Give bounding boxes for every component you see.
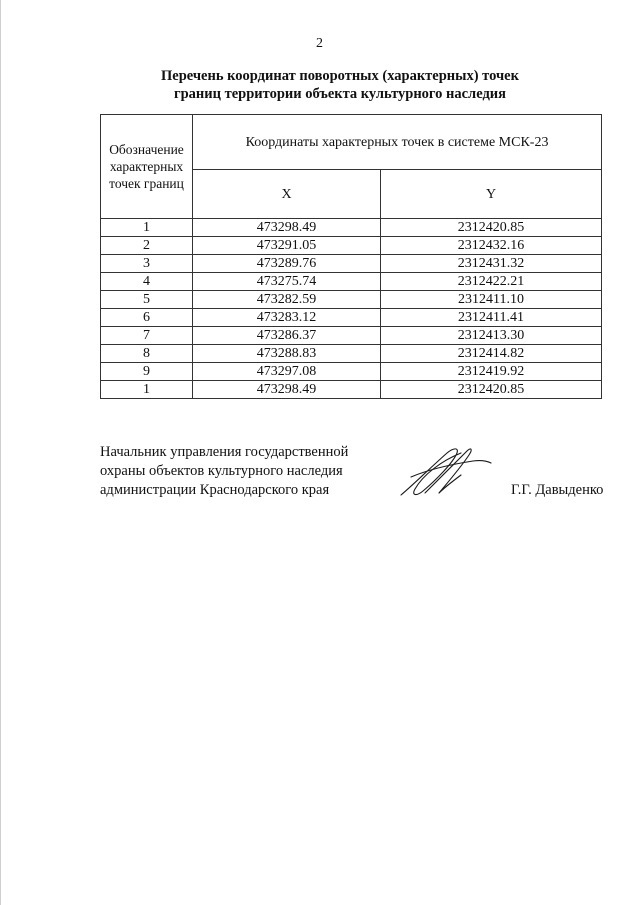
signatory-name: Г.Г. Давыденко: [511, 482, 604, 498]
x-coordinate-cell: 473286.37: [193, 327, 381, 345]
y-coordinate-cell: 2312414.82: [381, 345, 602, 363]
x-coordinate-cell: 473289.76: [193, 255, 381, 273]
point-number-cell: 2: [101, 237, 193, 255]
signatory-position-line-3: администрации Краснодарского края: [100, 482, 330, 498]
y-coordinate-cell: 2312411.41: [381, 309, 602, 327]
table-row: [101, 309, 602, 327]
point-number-cell: 9: [101, 363, 193, 381]
y-coordinate-cell: 2312422.21: [381, 273, 602, 291]
point-number-cell: 1: [101, 219, 193, 237]
point-number-cell: 8: [101, 345, 193, 363]
x-coordinate-cell: 473291.05: [193, 237, 381, 255]
document-title-line-1: Перечень координат поворотных (характерных) точек: [161, 68, 519, 84]
y-coordinate-cell: 2312413.30: [381, 327, 602, 345]
signatory-position-line-2: охраны объектов культурного наследия: [100, 463, 343, 479]
header-point-designation: Обозначение характерных точек границ: [101, 115, 193, 219]
x-coordinate-cell: 473283.12: [193, 309, 381, 327]
point-number-cell: 4: [101, 273, 193, 291]
table-row: [101, 237, 602, 255]
table-row: [101, 345, 602, 363]
document-title: [40, 67, 639, 103]
x-coordinate-cell: 473288.83: [193, 345, 381, 363]
table-row: [101, 327, 602, 345]
y-coordinate-cell: 2312420.85: [381, 219, 602, 237]
header-coordinate-system: Координаты характерных точек в системе МСК-23: [193, 115, 602, 170]
x-coordinate-cell: 473282.59: [193, 291, 381, 309]
coordinates-table: [100, 114, 602, 399]
x-coordinate-cell: 473297.08: [193, 363, 381, 381]
page-number: 2: [316, 36, 323, 51]
y-coordinate-cell: 2312432.16: [381, 237, 602, 255]
point-number-cell: 7: [101, 327, 193, 345]
point-number-cell: 6: [101, 309, 193, 327]
y-coordinate-cell: 2312419.92: [381, 363, 602, 381]
signatory-position: [100, 443, 348, 500]
x-coordinate-cell: 473298.49: [193, 219, 381, 237]
point-number-cell: 5: [101, 291, 193, 309]
header-x: X: [193, 170, 381, 219]
table-row: [101, 273, 602, 291]
table-row: [101, 363, 602, 381]
signatory-position-line-1: Начальник управления государственной: [100, 444, 349, 460]
x-coordinate-cell: 473275.74: [193, 273, 381, 291]
table-row: [101, 219, 602, 237]
y-coordinate-cell: 2312411.10: [381, 291, 602, 309]
table-row: [101, 255, 602, 273]
header-y: Y: [381, 170, 602, 219]
y-coordinate-cell: 2312431.32: [381, 255, 602, 273]
table-row: [101, 291, 602, 309]
x-coordinate-cell: 473298.49: [193, 381, 381, 399]
point-number-cell: 1: [101, 381, 193, 399]
page-edge: [0, 0, 1, 905]
handwritten-signature: [395, 441, 495, 499]
point-number-cell: 3: [101, 255, 193, 273]
y-coordinate-cell: 2312420.85: [381, 381, 602, 399]
table-row: [101, 381, 602, 399]
document-title-line-2: границ территории объекта культурного наследия: [174, 86, 506, 102]
